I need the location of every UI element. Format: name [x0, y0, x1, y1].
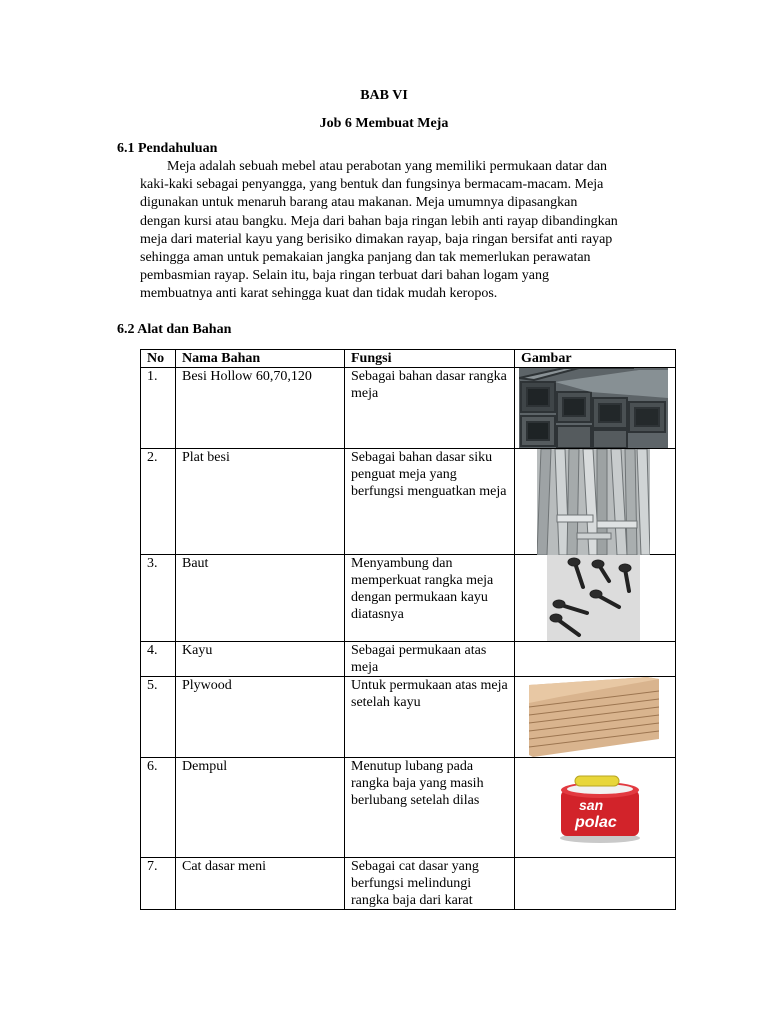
plywood-photo — [529, 677, 659, 757]
intro-paragraph — [140, 158, 680, 304]
paragraph-line: Meja adalah sebuah mebel atau perabotan yang memiliki permukaan datar dan — [167, 159, 608, 174]
steel-plate-photo — [537, 449, 650, 555]
chapter-title: BAB VI — [360, 88, 408, 103]
material-function: Sebagai permukaan atas meja — [345, 642, 515, 677]
material-function: Menutup lubang pada rangka baja yang masih berlubang setelah dilas — [345, 758, 515, 858]
bolts-photo — [547, 555, 640, 641]
header-no: No — [141, 350, 176, 368]
job-title: Job 6 Membuat Meja — [319, 116, 449, 131]
material-function: Sebagai cat dasar yang berfungsi melindungi rangka baja dari karat — [345, 858, 515, 910]
paragraph-line: pembasmian rayap. Selain itu, baja ringan terbuat dari bahan logam yang — [140, 268, 549, 284]
material-function: Menyambung dan memperkuat rangka meja dengan permukaan kayu diatasnya — [345, 555, 515, 642]
row-number: 3. — [141, 555, 176, 642]
row-number: 4. — [141, 642, 176, 677]
materials-table — [140, 349, 676, 910]
material-name: Kayu — [176, 642, 345, 677]
material-image-cell — [515, 677, 676, 758]
putty-brand-top: san — [579, 797, 604, 813]
table-row — [141, 642, 676, 677]
material-function: Sebagai bahan dasar rangka meja — [345, 368, 515, 449]
paragraph-line: dengan kursi atau bangku. Meja dari bahan baja ringan lebih anti rayap dibandingkan — [140, 213, 618, 229]
row-number: 5. — [141, 677, 176, 758]
table-row — [141, 449, 676, 555]
material-image-cell — [515, 555, 676, 642]
putty-can-photo — [555, 774, 645, 844]
material-name: Dempul — [176, 758, 345, 858]
material-name: Plat besi — [176, 449, 345, 555]
material-image-cell — [515, 642, 676, 677]
paragraph-line: digunakan untuk menaruh barang atau makanan. Meja umumnya dipasangkan — [140, 195, 578, 211]
row-number: 1. — [141, 368, 176, 449]
table-row — [141, 858, 676, 910]
paragraph-line: membuatnya anti karat sehingga kuat dan tidak mudah keropos. — [140, 286, 498, 302]
material-image-cell — [515, 449, 676, 555]
paragraph-line: meja dari material kayu yang berisiko dimakan rayap, baja ringan bersifat anti rayap — [140, 231, 613, 247]
hollow-steel-photo — [519, 368, 668, 448]
paragraph-line: sehingga aman untuk pemakaian jangka panjang dan tak memerlukan perawatan — [140, 250, 591, 266]
header-nama-bahan: Nama Bahan — [176, 350, 345, 368]
putty-brand-bottom: polac — [575, 814, 617, 831]
material-name: Besi Hollow 60,70,120 — [176, 368, 345, 449]
header-fungsi: Fungsi — [345, 350, 515, 368]
table-header-row — [141, 350, 676, 368]
material-name: Baut — [176, 555, 345, 642]
material-image-cell — [515, 368, 676, 449]
material-function: Untuk permukaan atas meja setelah kayu — [345, 677, 515, 758]
material-function: Sebagai bahan dasar siku penguat meja yang berfungsi menguatkan meja — [345, 449, 515, 555]
row-number: 7. — [141, 858, 176, 910]
row-number: 6. — [141, 758, 176, 858]
row-number: 2. — [141, 449, 176, 555]
material-name: Plywood — [176, 677, 345, 758]
table-row — [141, 555, 676, 642]
header-gambar: Gambar — [515, 350, 676, 368]
material-image-cell — [515, 758, 676, 858]
table-row — [141, 368, 676, 449]
material-name: Cat dasar meni — [176, 858, 345, 910]
section-heading-pendahuluan: 6.1 Pendahuluan — [117, 141, 218, 156]
table-row — [141, 758, 676, 858]
material-image-cell — [515, 858, 676, 910]
table-row — [141, 677, 676, 758]
section-heading-alat-bahan: 6.2 Alat dan Bahan — [117, 322, 232, 337]
paragraph-line: kaki-kaki sebagai penyangga, yang bentuk dan fungsinya bermacam-macam. Meja — [140, 177, 604, 193]
